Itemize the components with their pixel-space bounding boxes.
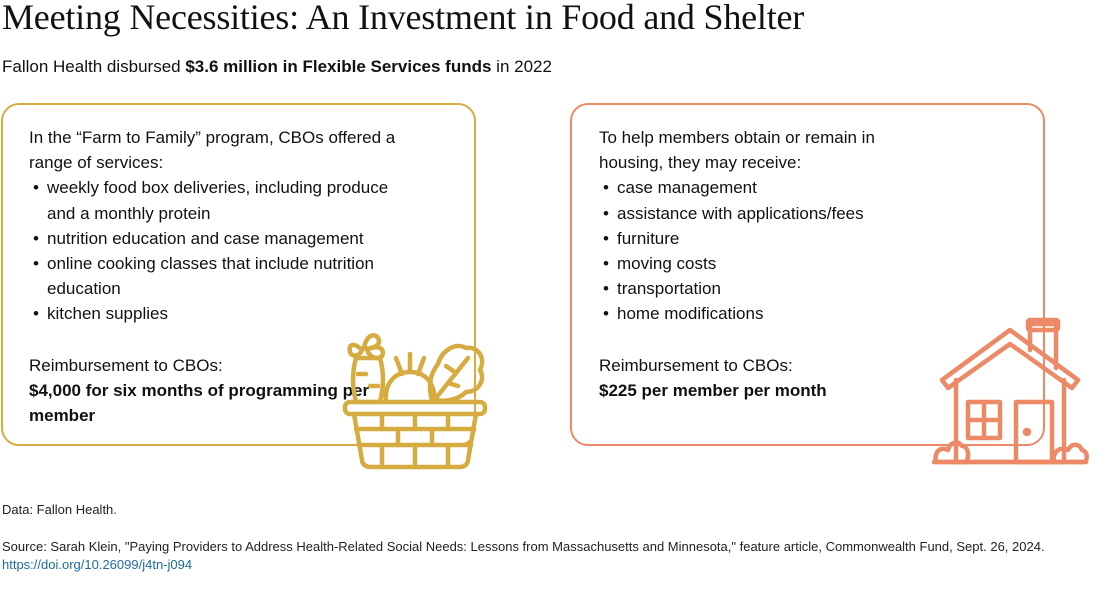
bullet: • [33, 254, 39, 274]
bullet: • [33, 178, 39, 198]
list-item-text: home modifications [617, 304, 764, 324]
list-item-text: nutrition education and case management [47, 228, 364, 248]
bullet: • [603, 254, 609, 274]
list-item-text: moving costs [617, 254, 717, 274]
list-item-text: furniture [617, 228, 680, 248]
list-item [599, 175, 929, 200]
bullet: • [33, 304, 39, 324]
vegetable-basket-icon [340, 328, 490, 470]
housing-reimbursement-label: Reimbursement to CBOs: [599, 355, 793, 375]
subtitle-suffix: in 2022 [491, 57, 552, 76]
house-icon [932, 316, 1090, 468]
data-note: Data: Fallon Health. [2, 502, 117, 517]
page-title: Meeting Necessities: An Investment in Food and Shelter [2, 0, 805, 37]
list-item [29, 175, 419, 225]
list-item [599, 276, 929, 301]
doi-link[interactable]: https://doi.org/10.26099/j4tn-j094 [2, 557, 193, 572]
bullet: • [33, 228, 39, 248]
source-note [2, 538, 1082, 574]
bullet: • [603, 203, 609, 223]
list-item-text: kitchen supplies [47, 304, 168, 324]
list-item [29, 251, 419, 301]
list-item [29, 301, 419, 326]
housing-services-list [599, 175, 929, 326]
list-item [29, 226, 419, 251]
list-item-text: weekly food box deliveries, including produce and a monthly protein [47, 178, 389, 223]
bullet: • [603, 279, 609, 299]
food-card-intro: In the “Farm to Family” program, CBOs offered a range of services: [29, 128, 396, 173]
list-item [599, 251, 929, 276]
list-item-text: transportation [617, 279, 721, 299]
list-item [599, 301, 929, 326]
subtitle-prefix: Fallon Health disbursed [2, 57, 186, 76]
list-item-text: online cooking classes that include nutrition education [47, 254, 374, 299]
housing-card-intro: To help members obtain or remain in housing, they may receive: [599, 128, 875, 173]
food-services-list [29, 175, 419, 326]
list-item-text: case management [617, 178, 757, 198]
subtitle-emphasis: $3.6 million in Flexible Services funds [185, 57, 492, 76]
list-item [599, 201, 929, 226]
housing-card-content [599, 125, 929, 403]
bullet: • [603, 228, 609, 248]
housing-reimbursement-value: $225 per member per month [599, 380, 827, 400]
food-reimbursement-value: $4,000 for six months of programming per member [29, 380, 370, 426]
food-reimbursement-label: Reimbursement to CBOs: [29, 355, 223, 375]
subtitle [2, 57, 552, 77]
list-item [599, 226, 929, 251]
bullet: • [603, 304, 609, 324]
list-item-text: assistance with applications/fees [617, 203, 864, 223]
bullet: • [603, 178, 609, 198]
source-text: Source: Sarah Klein, "Paying Providers to Address Health-Related Social Needs: Lessons from Massachusetts and Minnesota," feature article, Commonwealth Fund, Sept. 26, 2024. [2, 539, 1045, 554]
